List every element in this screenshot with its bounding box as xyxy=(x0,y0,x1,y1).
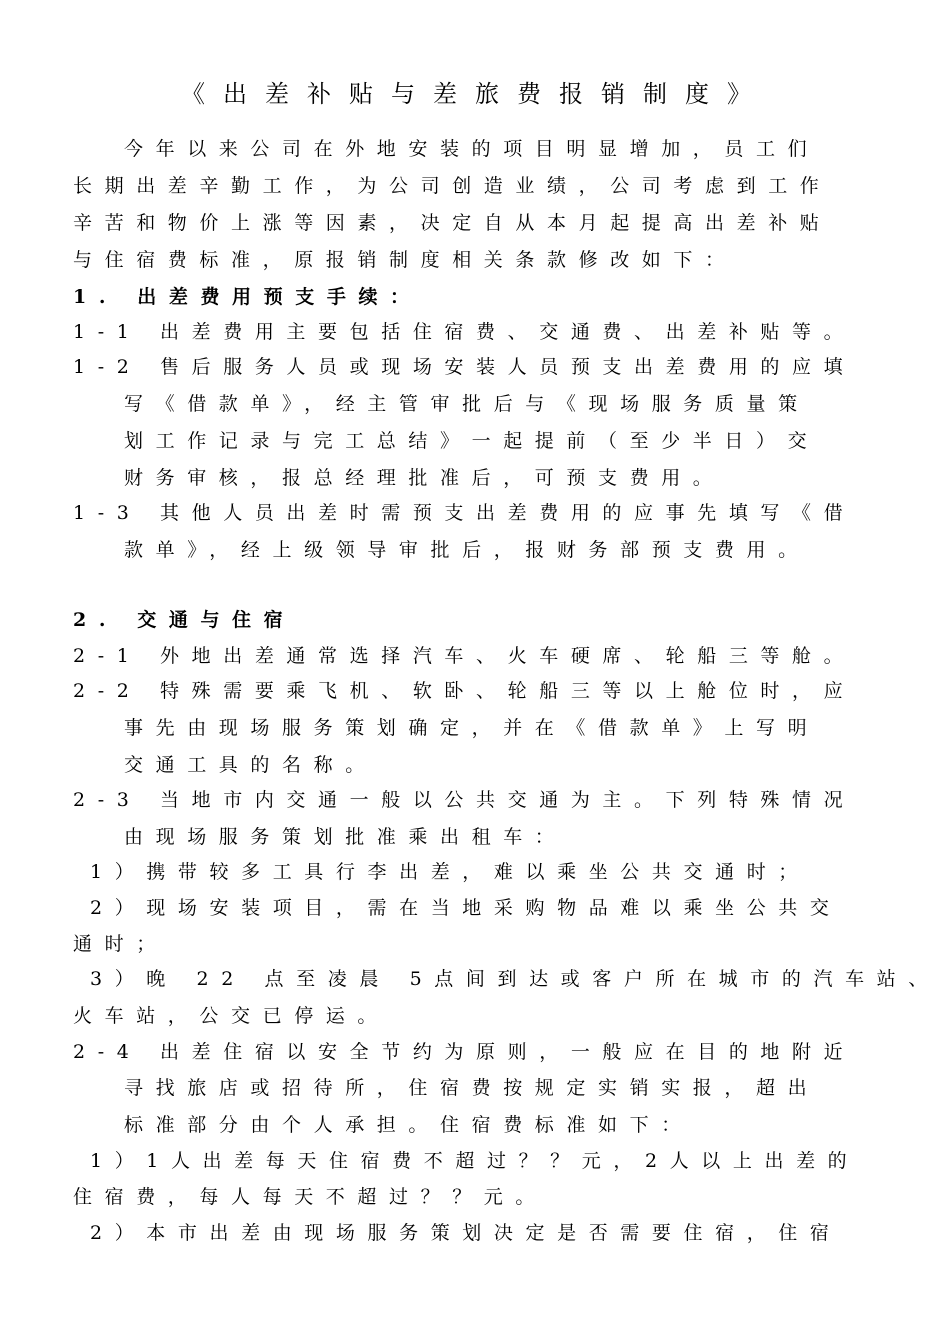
clause-line: 2-3 当地市内交通一般以公共交通为主。下列特殊情况 xyxy=(73,789,856,811)
list-item: 3）晚 22 点至凌晨 5点间到达或客户所在城市的汽车站、 xyxy=(90,968,940,990)
list-item-continued: 通时； xyxy=(73,933,168,955)
clause-line: 标准部分由个人承担。住宿费标准如下： xyxy=(124,1114,693,1136)
clause-line: 财务审核，报总经理批准后，可预支费用。 xyxy=(124,467,725,489)
list-item: 1）1人出差每天住宿费不超过？？元，2人以上出差的 xyxy=(90,1150,860,1172)
clause-line: 2-2 特殊需要乘飞机、软卧、轮船三等以上舱位时，应 xyxy=(73,680,856,702)
list-item: 1）携带较多工具行李出差，难以乘坐公共交通时； xyxy=(90,861,810,883)
clause-line: 2-1 外地出差通常选择汽车、火车硬席、轮船三等舱。 xyxy=(73,645,856,667)
paragraph-line: 辛苦和物价上涨等因素，决定自从本月起提高出差补贴 xyxy=(73,212,832,234)
list-item: 2）现场安装项目，需在当地采购物品难以乘坐公共交 xyxy=(90,897,842,919)
clause-line: 写《借款单》，经主管审批后与《现场服务质量策 xyxy=(124,393,810,415)
paragraph-line: 今年以来公司在外地安装的项目明显增加，员工们 xyxy=(124,138,820,160)
list-item-continued: 火车站，公交已停运。 xyxy=(73,1005,390,1027)
paragraph-line: 与住宿费标准，原报销制度相关条款修改如下： xyxy=(73,249,737,271)
clause-line: 交通工具的名称。 xyxy=(124,754,377,776)
paragraph-line: 长期出差辛勤工作，为公司创造业绩，公司考虑到工作 xyxy=(73,175,832,197)
list-item: 2）本市出差由现场服务策划决定是否需要住宿，住宿 xyxy=(90,1222,842,1244)
list-item-continued: 住宿费，每人每天不超过？？元。 xyxy=(73,1186,548,1208)
section-heading: 2. 交通与住宿 xyxy=(73,609,296,631)
document-title: 《出差补贴与差旅费报销制度》 xyxy=(181,80,769,108)
clause-line: 1-1 出差费用主要包括住宿费、交通费、出差补贴等。 xyxy=(73,321,856,343)
clause-line: 由现场服务策划批准乘出租车： xyxy=(124,826,567,848)
section-heading: 1. 出差费用预支手续： xyxy=(73,286,422,308)
clause-line: 寻找旅店或招待所，住宿费按规定实销实报，超出 xyxy=(124,1077,820,1099)
clause-line: 1-2 售后服务人员或现场安装人员预支出差费用的应填 xyxy=(73,356,856,378)
clause-line: 划工作记录与完工总结》一起提前（至少半日）交 xyxy=(124,430,820,452)
clause-line: 款单》，经上级领导审批后，报财务部预支费用。 xyxy=(124,539,810,561)
clause-line: 事先由现场服务策划确定，并在《借款单》上写明 xyxy=(124,717,820,739)
clause-line: 2-4 出差住宿以安全节约为原则，一般应在目的地附近 xyxy=(73,1041,856,1063)
clause-line: 1-3 其他人员出差时需预支出差费用的应事先填写《借 xyxy=(73,502,856,524)
